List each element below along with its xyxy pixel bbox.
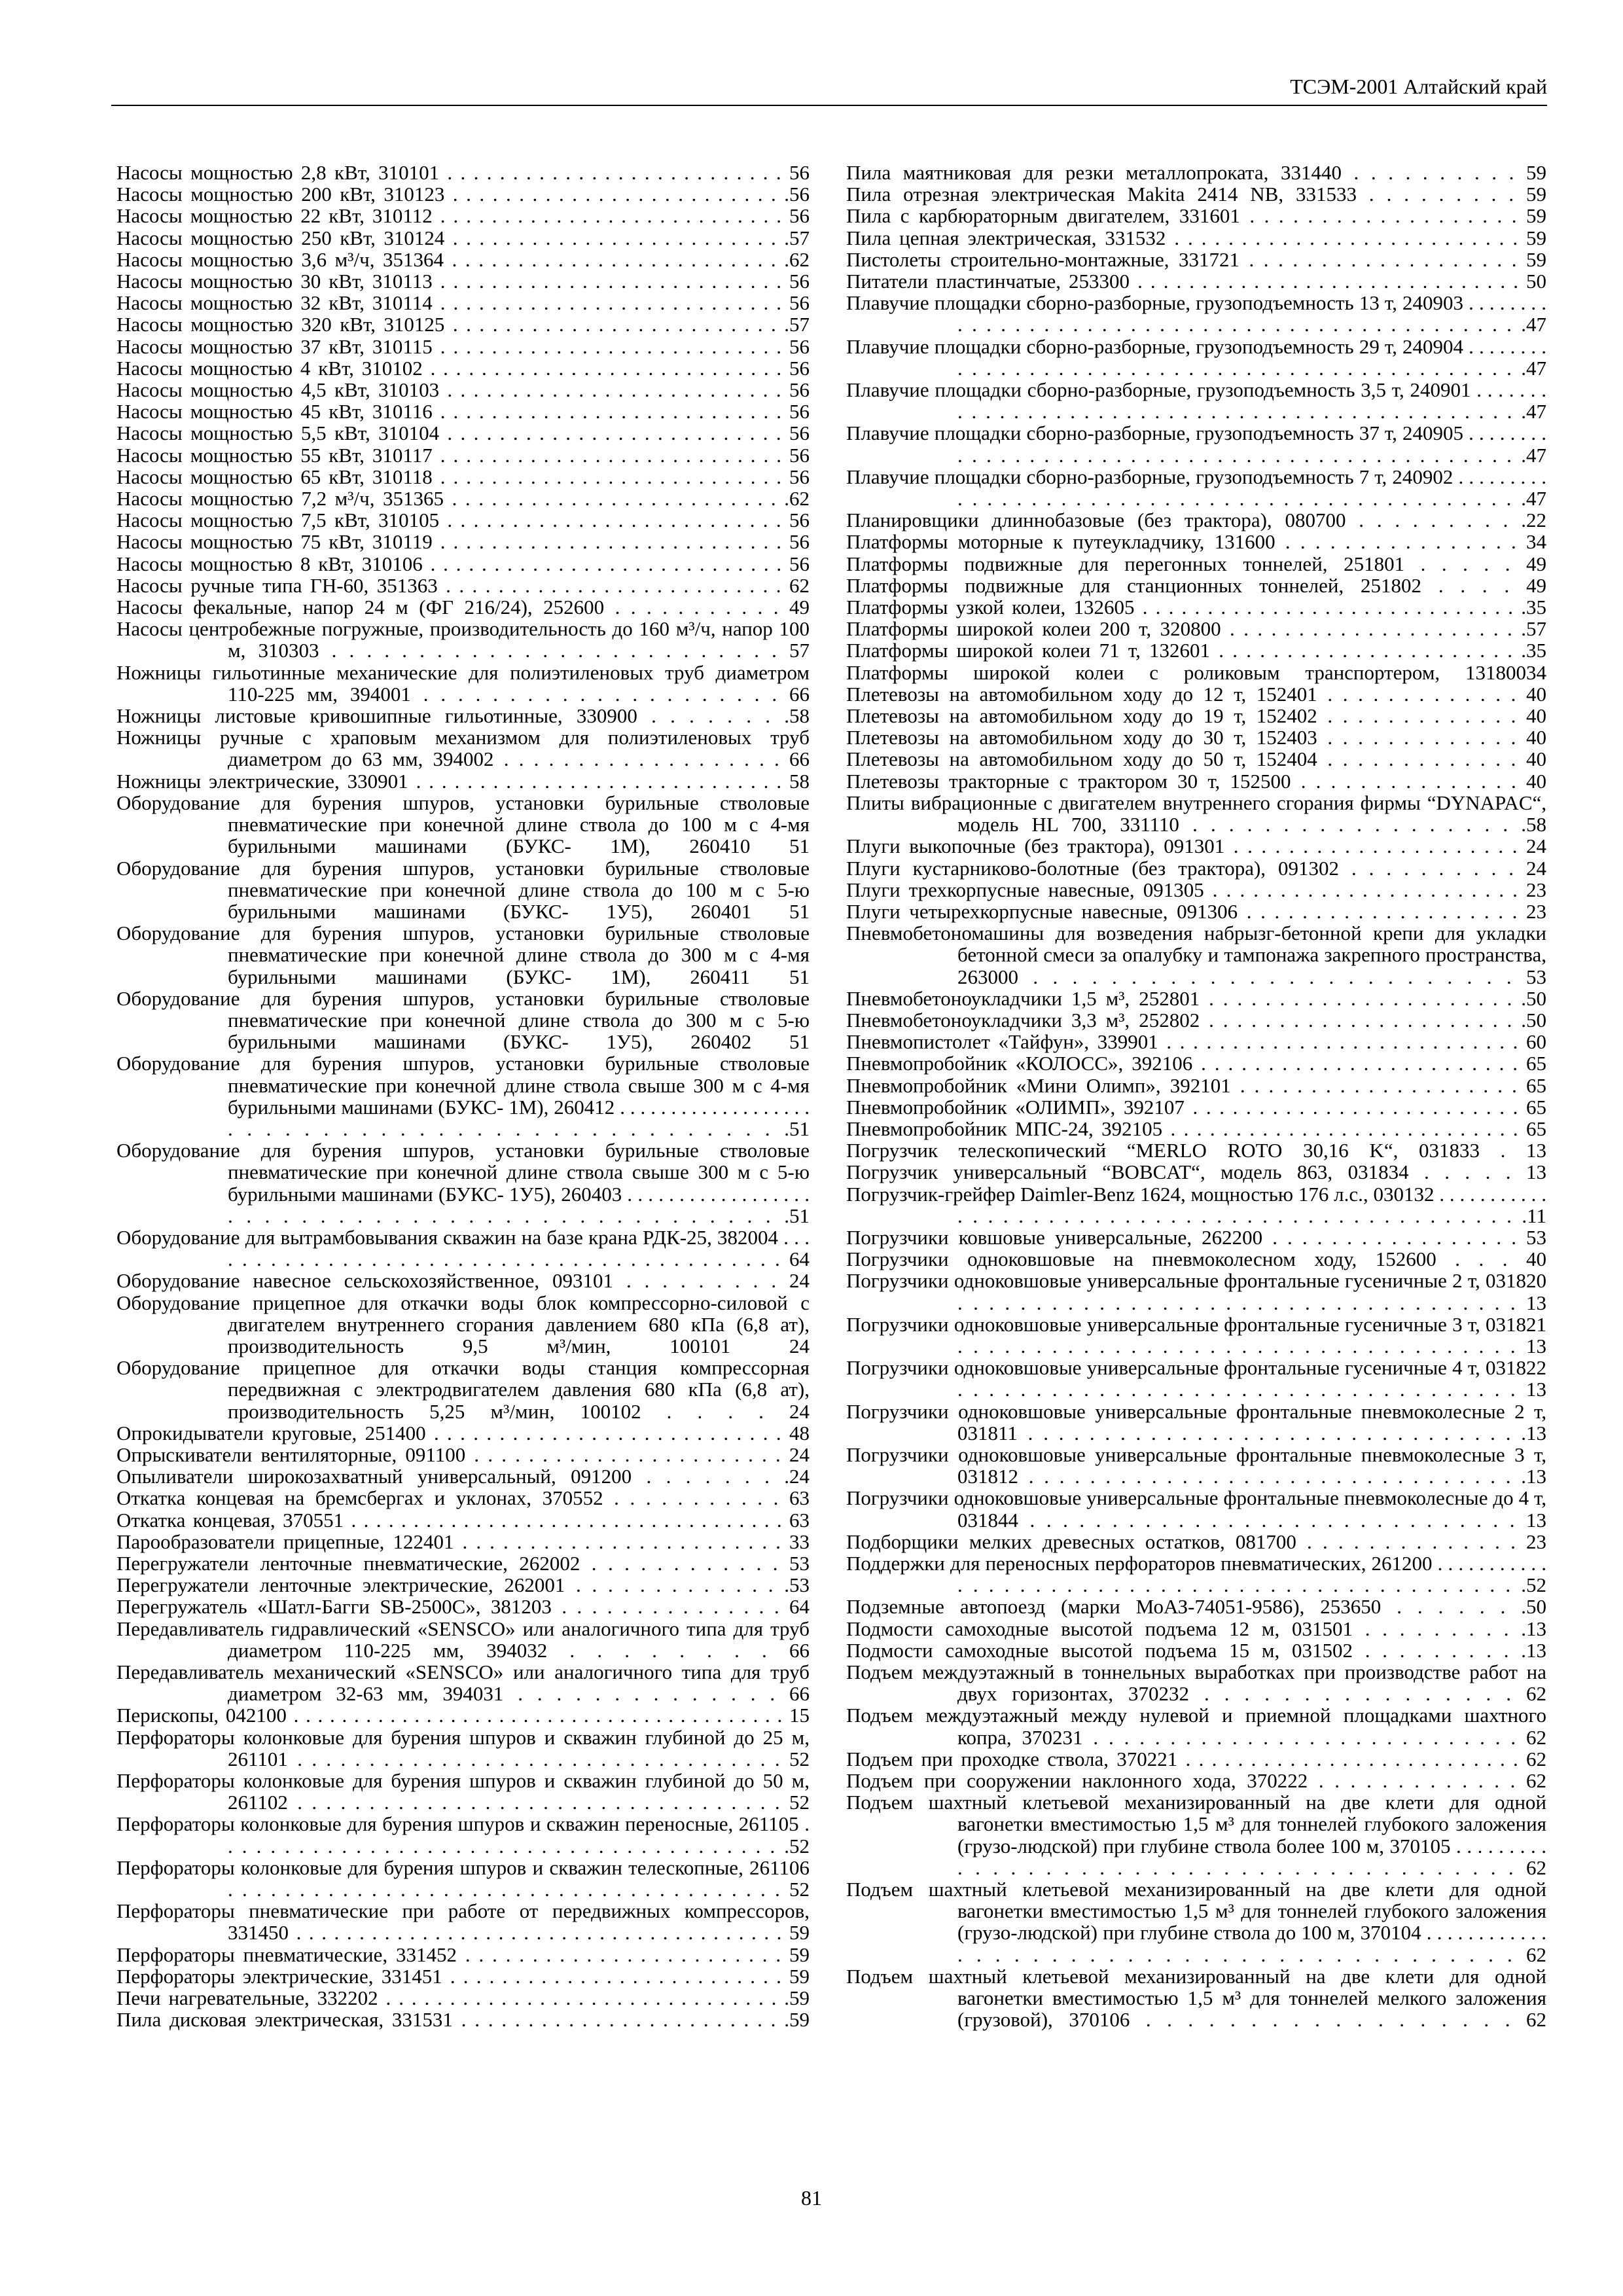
index-entry: Насосы мощностью 320 кВт, 310125 . . . . . . . . . . . . . . . . . . . . . . . . . .57 xyxy=(116,313,810,336)
index-entry: Плиты вибрационные с двигателем внутреннего сгорания фирмы “DYNAPAC“, модель HL 700, 331110 . . . . . . . . . . . . . . . . . . .58 xyxy=(846,791,1546,836)
index-entry: Оборудование прицепное для откачки воды блок компрессорно-силовой с двигателем внутреннего сгорания давлением 680 кПа (6,8 ат), производительность 9,5 м³/мин, 100101 24 xyxy=(116,1291,810,1357)
index-entry: Ножницы ручные с храповым механизмом для полиэтиленовых труб диаметром до 63 мм, 394002 . . . . . . . . . . . . . . . . . . . 66 xyxy=(116,726,810,771)
index-entry: Насосы фекальные, напор 24 м (ФГ 216/24), 252600 . . . . . . . . . . . 49 xyxy=(116,596,810,619)
index-entry: Подъем при сооружении наклонного хода, 370222 . . . . . . . . . . . . . 62 xyxy=(846,1769,1546,1793)
index-entry: Погрузчики одноковшовые на пневмоколесном ходу, 152600 . . . 40 xyxy=(846,1247,1546,1271)
index-entry: Платформы моторные к путеукладчику, 131600 . . . . . . . . . . . . . . . . 34 xyxy=(846,530,1546,554)
index-entry: Плавучие площадки сборно-разборные, грузоподъемность 29 т, 240904 . . . . . . . . . . . . . . . . . . . . . . . . . . . . . . . . . . . . . . . . . . . . . . . .47 xyxy=(846,334,1546,380)
index-entry: Пневмобетоноукладчики 3,3 м³, 252802 . . . . . . . . . . . . . . . . . . . . . . .50 xyxy=(846,1008,1546,1031)
index-entry: Оборудование навесное сельскохозяйственное, 093101 . . . . . . . . . 24 xyxy=(116,1269,810,1293)
index-entry: Оборудование для бурения шпуров, установки бурильные стволовые пневматические при конечной длине ствола до 300 м с 4-мя бурильными машинами (БУКС- 1М), 260411 51 xyxy=(116,922,810,988)
index-entry: Перфораторы пневматические при работе от передвижных компрессоров, 331450 . . . . . . . . . . . . . . . . . . . . . . . . . . . . . . . . . . . . . . . 59 xyxy=(116,1899,810,1945)
header-title: ТСЭМ-2001 Алтайский край xyxy=(1290,75,1547,98)
index-entry: Подъем при проходке ствола, 370221 . . . . . . . . . . . . . . . . . . . . . . . . . . 62 xyxy=(846,1747,1546,1770)
index-entry: Пневмопробойник «Мини Олимп», 392101 . . . . . . . . . . . . . . . . . . . . 65 xyxy=(846,1073,1546,1097)
index-entry: Пневмопробойник МПС-24, 392105 . . . . . . . . . . . . . . . . . . . . . . . . . . . 65 xyxy=(846,1117,1546,1140)
index-entry: Пневмопробойник «ОЛИМП», 392107 . . . . . . . . . . . . . . . . . . . . . . . . . 65 xyxy=(846,1095,1546,1119)
index-entry: Плавучие площадки сборно-разборные, грузоподъемность 7 т, 240902 . . . . . . . . . . . . . . . . . . . . . . . . . . . . . . . . . . . . . . . . . . . . . . . .47 xyxy=(846,465,1546,511)
index-entry: Погрузчики одноковшовые универсальные фронтальные пневмоколесные до 4 т, 031844 . . . . . . . . . . . . . . . . . . . . . . . . . . . . . . 13 xyxy=(846,1486,1546,1532)
index-entry: Опрыскиватели вентиляторные, 091100 . . . . . . . . . . . . . . . . . . . . . . . 24 xyxy=(116,1443,810,1466)
index-entry: Погрузчик телескопический “MERLO ROTO 30,16 K“, 031833 . 13 xyxy=(846,1139,1546,1162)
index-entry: Плавучие площадки сборно-разборные, грузоподъемность 13 т, 240903 . . . . . . . . . . . . . . . . . . . . . . . . . . . . . . . . . . . . . . . . . . . . . . . .47 xyxy=(846,291,1546,336)
index-entry: Передавливатель гидравлический «SENSCO» или аналогичного типа для труб диаметром 110-225 мм, 394032 . . . . . . . . 66 xyxy=(116,1617,810,1662)
index-entry: Перегружатель «Шатл-Багги SB-2500C», 381203 . . . . . . . . . . . . . . . 64 xyxy=(116,1595,810,1619)
index-entry: Оборудование для бурения шпуров, установки бурильные стволовые пневматические при конечной длине ствола свыше 300 м с 5-ю бурильными машинами (БУКС- 1У5), 260403 . . . . . . . . . . . . . . . . . . . . . . . . . . . . . . . . . . . . . . . . . . . . . . . . .51 xyxy=(116,1139,810,1227)
index-entry: Пневмопистолет «Тайфун», 339901 . . . . . . . . . . . . . . . . . . . . . . . . . . . 60 xyxy=(846,1030,1546,1054)
index-entry: Перфораторы электрические, 331451 . . . . . . . . . . . . . . . . . . . . . . . . . . 59 xyxy=(116,1964,810,1988)
index-entry: Опрокидыватели круговые, 251400 . . . . . . . . . . . . . . . . . . . . . . . . . . . 48 xyxy=(116,1421,810,1444)
index-entry: Перегружатели ленточные электрические, 262001 . . . . . . . . . . . . . .53 xyxy=(116,1573,810,1597)
index-entry: Подземные автопоезд (марки МоАЗ-74051-9586), 253650 . . . . . . .50 xyxy=(846,1595,1546,1619)
index-entry: Насосы ручные типа ГН-60, 351363 . . . . . . . . . . . . . . . . . . . . . . . . . . 62 xyxy=(116,573,810,597)
index-entry: Планировщики длиннобазовые (без трактора), 080700 . . . . . . . . . .22 xyxy=(846,509,1546,532)
index-entry: Перегружатели ленточные пневматические, 262002 . . . . . . . . . . . . 53 xyxy=(116,1552,810,1575)
index-entry: Ножницы электрические, 330901 . . . . . . . . . . . . . . . . . . . . . . . . . . . . . 58 xyxy=(116,769,810,793)
index-entry: Ножницы гильотинные механические для полиэтиленовых труб диаметром 110-225 мм, 394001 . . . . . . . . . . . . . . . . . . . . . 66 xyxy=(116,660,810,706)
index-entry: Печи нагревательные, 332202 . . . . . . . . . . . . . . . . . . . . . . . . . . . . . . . .59 xyxy=(116,1986,810,2010)
index-entry: Насосы мощностью 3,6 м³/ч, 351364 . . . . . . . . . . . . . . . . . . . . . . . . . .62 xyxy=(116,247,810,271)
index-entry: Погрузчики одноковшовые универсальные фронтальные гусеничные 2 т, 031820 . . . . . . . . . . . . . . . . . . . . . . . . . . . . . . . . . . . . 13 xyxy=(846,1269,1546,1314)
index-entry: Погрузчик-грейфер Daimler-Benz 1624, мощностью 176 л.с., 030132 . . . . . . . . . . . . . . . . . . . . . . . . . . . . . . . . . . . . . . . . . . . . . . . . .11 xyxy=(846,1182,1546,1227)
index-entry: Насосы центробежные погружные, производительность до 160 м³/ч, напор 100 м, 310303 . . . . . . . . . . . . . . . . . . . . . . . . . . 57 xyxy=(116,617,810,662)
index-entry: Пила дисковая электрическая, 331531 . . . . . . . . . . . . . . . . . . . . . . . . .59 xyxy=(116,2008,810,2032)
index-entry: Насосы мощностью 200 кВт, 310123 . . . . . . . . . . . . . . . . . . . . . . . . . .56 xyxy=(116,183,810,206)
index-entry: Насосы мощностью 37 кВт, 310115 . . . . . . . . . . . . . . . . . . . . . . . . . . . 56 xyxy=(116,334,810,358)
index-entry: Оборудование для бурения шпуров, установки бурильные стволовые пневматические при конечной длине ствола до 100 м с 4-мя бурильными машинами (БУКС- 1М), 260410 51 xyxy=(116,791,810,858)
index-entry: Платформы широкой колеи 71 т, 132601 . . . . . . . . . . . . . . . . . . . . . . .35 xyxy=(846,639,1546,662)
index-entry: Плавучие площадки сборно-разборные, грузоподъемность 37 т, 240905 . . . . . . . . . . . . . . . . . . . . . . . . . . . . . . . . . . . . . . . . . . . . . . . .47 xyxy=(846,422,1546,467)
index-column-right xyxy=(846,162,1546,2030)
index-entry: Плетевозы на автомобильном ходу до 30 т, 152403 . . . . . . . . . . . . . 40 xyxy=(846,726,1546,749)
index-entry: Подъем шахтный клетьевой механизированный на две клети для одной вагонетки вместимостью 1,5 м³ для тоннелей глубокого заложения (грузо-людской) при глубине ствола более 100 м, 370105 . . . . . . . . . . . . . . . . . . . . . . . . . . . . . . . . . . . . . . . . . 62 xyxy=(846,1791,1546,1879)
index-entry: Пила с карбюраторным двигателем, 331601 . . . . . . . . . . . . . . . . . . . 59 xyxy=(846,204,1546,228)
index-entry: Насосы мощностью 32 кВт, 310114 . . . . . . . . . . . . . . . . . . . . . . . . . . . 56 xyxy=(116,291,810,315)
index-entry: Насосы мощностью 8 кВт, 310106 . . . . . . . . . . . . . . . . . . . . . . . . . . . . 56 xyxy=(116,552,810,575)
index-entry: Перфораторы колонковые для бурения шпуров и скважин глубиной до 25 м, 261101 . . . . . . . . . . . . . . . . . . . . . . . . . . . . . . . . . . 52 xyxy=(116,1725,810,1770)
index-entry: Плавучие площадки сборно-разборные, грузоподъемность 3,5 т, 240901 . . . . . . . . . . . . . . . . . . . . . . . . . . . . . . . . . . . . . . . . . . . . . . . .47 xyxy=(846,378,1546,423)
index-entry: Подъем междуэтажный между нулевой и приемной площадками шахтного копра, 370231 . . . . . . . . . . . . . . . . . . . . . . . . . . . . 62 xyxy=(846,1704,1546,1749)
index-entry: Насосы мощностью 22 кВт, 310112 . . . . . . . . . . . . . . . . . . . . . . . . . . . 56 xyxy=(116,204,810,228)
index-entry: Перфораторы колонковые для бурения шпуров и скважин переносные, 261105 . . . . . . . . . . . . . . . . . . . . . . . . . . . . . . . . . . . . . . . . .52 xyxy=(116,1812,810,1857)
index-entry: Погрузчики одноковшовые универсальные фронтальные пневмоколесные 2 т, 031811 . . . . . . . . . . . . . . . . . . . . . . . . . . . . . . . . .13 xyxy=(846,1399,1546,1444)
index-entry: Плуги трехкорпусные навесные, 091305 . . . . . . . . . . . . . . . . . . . . . . . 23 xyxy=(846,878,1546,901)
header-rule xyxy=(111,105,1547,106)
index-entry: Насосы мощностью 7,2 м³/ч, 351365 . . . . . . . . . . . . . . . . . . . . . . . . . .62 xyxy=(116,487,810,511)
index-entry: Пила цепная электрическая, 331532 . . . . . . . . . . . . . . . . . . . . . . . . . . 59 xyxy=(846,226,1546,249)
index-entry: Насосы мощностью 4,5 кВт, 310103 . . . . . . . . . . . . . . . . . . . . . . . . . . 56 xyxy=(116,378,810,402)
index-entry: Погрузчик универсальный “BOBCAT“, модель 863, 031834 . . . . . 13 xyxy=(846,1160,1546,1184)
index-entry: Платформы широкой колеи с роликовым транспортером, 13180034 xyxy=(846,660,1546,684)
index-entry: Плуги четырехкорпусные навесные, 091306 . . . . . . . . . . . . . . . . . . . . 23 xyxy=(846,899,1546,923)
index-entry: Плетевозы на автомобильном ходу до 19 т, 152402 . . . . . . . . . . . . . 40 xyxy=(846,704,1546,728)
index-entry: Поддержки для переносных перфораторов пневматических, 261200 . . . . . . . . . . . . . . . . . . . . . . . . . . . . . . . . . . . . . . . . . . . . . . . .52 xyxy=(846,1552,1546,1597)
index-entry: Плетевозы на автомобильном ходу до 50 т, 152404 . . . . . . . . . . . . . 40 xyxy=(846,747,1546,771)
index-entry: Пистолеты строительно-монтажные, 331721 . . . . . . . . . . . . . . . . . . . 59 xyxy=(846,247,1546,271)
index-entry: Плуги кустарниково-болотные (без трактора), 091302 . . . . . . . . . . 24 xyxy=(846,856,1546,880)
index-entry: Пневмобетономашины для возведения набрызг-бетонной крепи для укладки бетонной смеси за опалубку и тампонажа закрепного пространства, 263000 . . . . . . . . . . . . . . . . . . . . . . . . . 53 xyxy=(846,922,1546,988)
index-entry: Погрузчики ковшовые универсальные, 262200 . . . . . . . . . . . . . . . . . 53 xyxy=(846,1225,1546,1249)
index-entry: Погрузчики одноковшовые универсальные фронтальные гусеничные 4 т, 031822 . . . . . . . . . . . . . . . . . . . . . . . . . . . . . . . . . . . . 13 xyxy=(846,1356,1546,1401)
index-entry: Оборудование для бурения шпуров, установки бурильные стволовые пневматические при конечной длине ствола до 100 м с 5-ю бурильными машинами (БУКС- 1У5), 260401 51 xyxy=(116,856,810,923)
index-entry: Насосы мощностью 75 кВт, 310119 . . . . . . . . . . . . . . . . . . . . . . . . . . . 56 xyxy=(116,530,810,554)
index-entry: Пила маятниковая для резки металлопроката, 331440 . . . . . . . . . . 59 xyxy=(846,161,1546,184)
index-entry: Перфораторы колонковые для бурения шпуров и скважин телескопные, 261106 . . . . . . . . . . . . . . . . . . . . . . . . . . . . . . . . . . . . . . . 52 xyxy=(116,1856,810,1901)
index-entry: Подъем шахтный клетьевой механизированный на две клети для одной вагонетки вместимостью 1,5 м³ для тоннелей мелкого заложения (грузовой), 370106 . . . . . . . . . . . . . . . . . . 62 xyxy=(846,1964,1546,2032)
index-entry: Оборудование для бурения шпуров, установки бурильные стволовые пневматические при конечной длине ствола свыше 300 м с 4-мя бурильными машинами (БУКС- 1М), 260412 . . . . . . . . . . . . . . . . . . . . . . . . . . . . . . . . . . . . . . . . . . . . . . . . .51 xyxy=(116,1052,810,1140)
index-entry: Платформы подвижные для перегонных тоннелей, 251801 . . . . . 49 xyxy=(846,552,1546,575)
index-entry: Насосы мощностью 7,5 кВт, 310105 . . . . . . . . . . . . . . . . . . . . . . . . . . 56 xyxy=(116,509,810,532)
index-column-left xyxy=(116,162,810,2030)
index-entry: Подборщики мелких древесных остатков, 081700 . . . . . . . . . . . . . . 23 xyxy=(846,1530,1546,1553)
index-entry: Перфораторы колонковые для бурения шпуров и скважин глубиной до 50 м, 261102 . . . . . . . . . . . . . . . . . . . . . . . . . . . . . . . . . . 52 xyxy=(116,1769,810,1814)
index-entry: Ножницы листовые кривошипные гильотинные, 330900 . . . . . . . .58 xyxy=(116,704,810,728)
index-entry: Оборудование для бурения шпуров, установки бурильные стволовые пневматические при конечной длине ствола до 300 м с 5-ю бурильными машинами (БУКС- 1У5), 260402 51 xyxy=(116,986,810,1054)
index-entry: Опыливатели широкозахватный универсальный, 091200 . . . . . . . .24 xyxy=(116,1465,810,1488)
index-entry: Подмости самоходные высотой подъема 12 м, 031501 . . . . . . . . . .13 xyxy=(846,1617,1546,1640)
index-entry: Питатели пластинчатые, 253300 . . . . . . . . . . . . . . . . . . . . . . . . . . . . . . 50 xyxy=(846,270,1546,293)
index-entry: Насосы мощностью 5,5 кВт, 310104 . . . . . . . . . . . . . . . . . . . . . . . . . . 56 xyxy=(116,422,810,445)
index-entry: Подмости самоходные высотой подъема 15 м, 031502 . . . . . . . . . .13 xyxy=(846,1638,1546,1662)
index-entry: Плетевозы тракторные с трактором 30 т, 152500 . . . . . . . . . . . . . . . 40 xyxy=(846,769,1546,793)
index-entry: Передавливатель механический «SENSCO» или аналогичного типа для труб диаметром 32-63 мм, 394031 . . . . . . . . . . . . . . 66 xyxy=(116,1660,810,1706)
index-entry: Насосы мощностью 65 кВт, 310118 . . . . . . . . . . . . . . . . . . . . . . . . . . . 56 xyxy=(116,465,810,488)
index-entry: Насосы мощностью 250 кВт, 310124 . . . . . . . . . . . . . . . . . . . . . . . . . .57 xyxy=(116,226,810,249)
index-entry: Насосы мощностью 2,8 кВт, 310101 . . . . . . . . . . . . . . . . . . . . . . . . . . 56 xyxy=(116,161,810,184)
index-entry: Насосы мощностью 4 кВт, 310102 . . . . . . . . . . . . . . . . . . . . . . . . . . . . 56 xyxy=(116,356,810,380)
index-entry: Пневмобетоноукладчики 1,5 м³, 252801 . . . . . . . . . . . . . . . . . . . . . . .50 xyxy=(846,986,1546,1010)
index-entry: Плетевозы на автомобильном ходу до 12 т, 152401 . . . . . . . . . . . . . 40 xyxy=(846,682,1546,706)
index-entry: Парообразователи прицепные, 122401 . . . . . . . . . . . . . . . . . . . . . . . . 33 xyxy=(116,1530,810,1553)
index-entry: Насосы мощностью 45 кВт, 310116 . . . . . . . . . . . . . . . . . . . . . . . . . . . 56 xyxy=(116,400,810,423)
index-entry: Пневмопробойник «КОЛОСС», 392106 . . . . . . . . . . . . . . . . . . . . . . . . 65 xyxy=(846,1052,1546,1075)
index-entry: Перископы, 042100 . . . . . . . . . . . . . . . . . . . . . . . . . . . . . . . . . . . . . . . . . 15 xyxy=(116,1704,810,1727)
index-entry: Насосы мощностью 55 кВт, 310117 . . . . . . . . . . . . . . . . . . . . . . . . . . . 56 xyxy=(116,443,810,467)
index-entry: Оборудование прицепное для откачки воды станция компрессорная передвижная с электродвигателем давления 680 кПа (6,8 ат), производительность 5,25 м³/мин, 100102 . . . . 24 xyxy=(116,1356,810,1423)
page-number: 81 xyxy=(801,2186,822,2210)
index-entry: Насосы мощностью 30 кВт, 310113 . . . . . . . . . . . . . . . . . . . . . . . . . . . 56 xyxy=(116,270,810,293)
index-entry: Плуги выкопочные (без трактора), 091301 . . . . . . . . . . . . . . . . . . . . . 24 xyxy=(846,834,1546,858)
index-entry: Подъем шахтный клетьевой механизированный на две клети для одной вагонетки вместимостью 1,5 м³ для тоннелей глубокого заложения (грузо-людской) при глубине ствола до 100 м, 370104 . . . . . . . . . . . . . . . . . . . . . . . . . . . . . . . . . . . . . . . . . . 62 xyxy=(846,1878,1546,1966)
index-entry: Платформы подвижные для станционных тоннелей, 251802 . . . . 49 xyxy=(846,573,1546,597)
index-entry: Откатка концевая, 370551 . . . . . . . . . . . . . . . . . . . . . . . . . . . . . . . . . . . 63 xyxy=(116,1508,810,1532)
index-entry: Платформы широкой колеи 200 т, 320800 . . . . . . . . . . . . . . . . . . . . . .57 xyxy=(846,617,1546,641)
index-entry: Платформы узкой колеи, 132605 . . . . . . . . . . . . . . . . . . . . . . . . . . . . . .35 xyxy=(846,596,1546,619)
index-entry: Пила отрезная электрическая Makita 2414 NB, 331533 . . . . . . . . . 59 xyxy=(846,183,1546,206)
index-entry: Подъем междуэтажный в тоннельных выработках при производстве работ на двух горизонтах, 370232 . . . . . . . . . . . . . . . . 62 xyxy=(846,1660,1546,1706)
index-entry: Погрузчики одноковшовые универсальные фронтальные гусеничные 3 т, 031821 . . . . . . . . . . . . . . . . . . . . . . . . . . . . . . . . . . . . 13 xyxy=(846,1312,1546,1357)
index-entry: Откатка концевая на бремсбергах и уклонах, 370552 . . . . . . . . . . . 63 xyxy=(116,1486,810,1510)
index-entry: Перфораторы пневматические, 331452 . . . . . . . . . . . . . . . . . . . . . . . . 59 xyxy=(116,1943,810,1966)
index-entry: Оборудование для вытрамбовывания скважин на базе крана РДК-25, 382004 . . . . . . . . . . . . . . . . . . . . . . . . . . . . . . . . . . . . . . . . . . 64 xyxy=(116,1225,810,1271)
index-entry: Погрузчики одноковшовые универсальные фронтальные пневмоколесные 3 т, 031812 . . . . . . . . . . . . . . . . . . . . . . . . . . . . . . . . .13 xyxy=(846,1443,1546,1488)
